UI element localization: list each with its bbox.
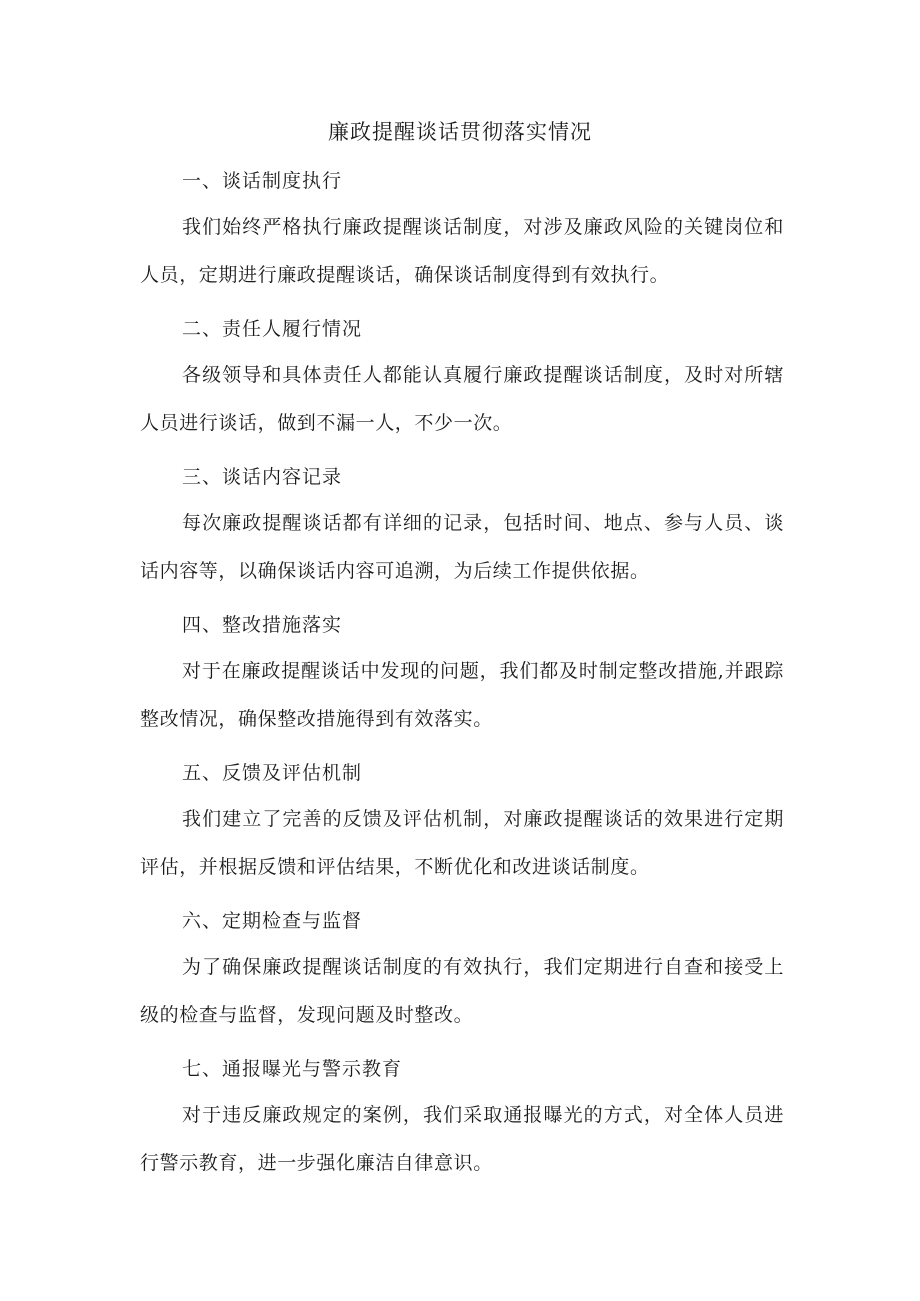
section-paragraph: 对于在廉政提醒谈话中发现的问题，我们都及时制定整改措施,并跟踪整改情况，确保整改措施得到有效落实。 xyxy=(140,660,784,730)
section-heading: 三、谈话内容记录 xyxy=(182,466,343,488)
section-paragraph: 对于违反廉政规定的案例，我们采取通报曝光的方式，对全体人员进行警示教育，进一步强化廉洁自律意识。 xyxy=(140,1104,784,1174)
document-title: 廉政提醒谈话贯彻落实情况 xyxy=(328,120,592,144)
section-paragraph: 我们建立了完善的反馈及评估机制，对廉政提醒谈话的效果进行定期评估，并根据反馈和评估结果，不断优化和改进谈话制度。 xyxy=(140,808,784,878)
section-paragraph: 每次廉政提醒谈话都有详细的记录，包括时间、地点、参与人员、谈话内容等，以确保谈话内容可追溯，为后续工作提供依据。 xyxy=(140,512,784,582)
section-heading: 一、谈话制度执行 xyxy=(182,170,343,192)
document-body xyxy=(140,165,784,1201)
section-3 xyxy=(140,461,784,595)
section-heading: 四、整改措施落实 xyxy=(182,614,343,636)
section-2 xyxy=(140,313,784,447)
section-paragraph: 为了确保廉政提醒谈话制度的有效执行，我们定期进行自查和接受上级的检查与监督，发现问题及时整改。 xyxy=(140,956,784,1026)
section-heading: 七、通报曝光与警示教育 xyxy=(182,1058,403,1080)
section-paragraph: 我们始终严格执行廉政提醒谈话制度，对涉及廉政风险的关键岗位和人员，定期进行廉政提醒谈话，确保谈话制度得到有效执行。 xyxy=(140,216,784,286)
section-heading: 五、反馈及评估机制 xyxy=(182,762,363,784)
section-7 xyxy=(140,1053,784,1187)
section-6 xyxy=(140,905,784,1039)
section-paragraph: 各级领导和具体责任人都能认真履行廉政提醒谈话制度，及时对所辖人员进行谈话，做到不漏一人，不少一次。 xyxy=(140,364,784,434)
section-1 xyxy=(140,165,784,299)
section-5 xyxy=(140,757,784,891)
section-heading: 二、责任人履行情况 xyxy=(182,318,363,340)
section-4 xyxy=(140,609,784,743)
section-heading: 六、定期检查与监督 xyxy=(182,910,363,932)
